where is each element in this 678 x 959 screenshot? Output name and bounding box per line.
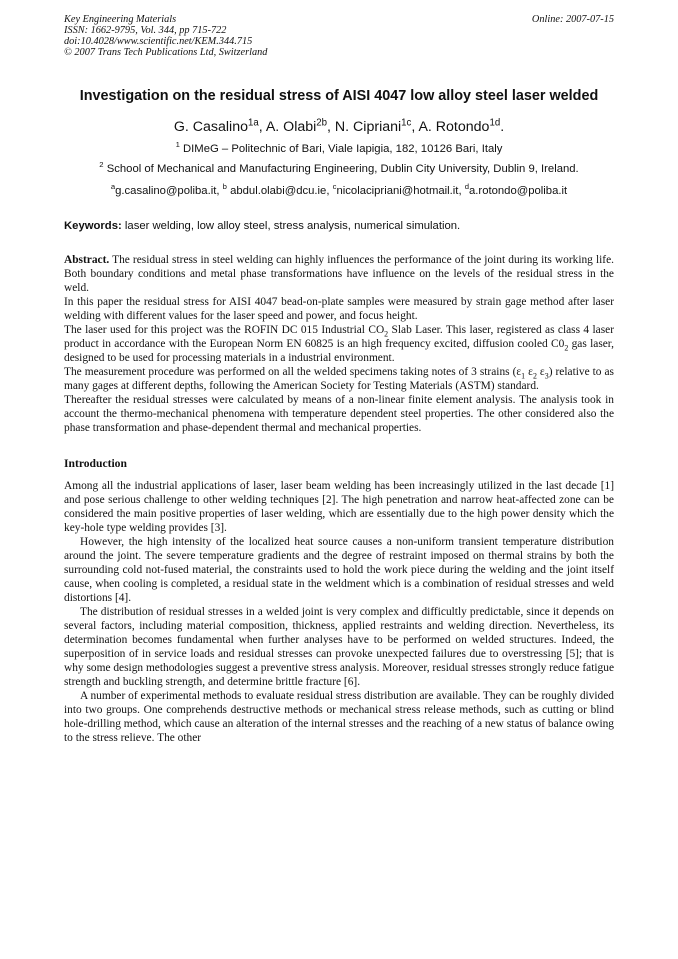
author-sup: 2b <box>316 117 328 129</box>
abstract-paragraph <box>64 365 614 393</box>
aff-text: School of Mechanical and Manufacturing Engineering, Dublin City University, Dublin 9, Ireland. <box>106 163 579 175</box>
strain-symbol: ε <box>516 366 522 378</box>
affiliation-1 <box>64 142 614 156</box>
strain-symbol: ε <box>525 366 533 378</box>
subscript: 2 <box>384 329 389 339</box>
abstract-paragraph: Thereafter the residual stresses were calculated by means of a non-linear finite element analysis. The analysis took in account the thermo-mechanical phenomena with temperature dependent steel properties. The other considered also the phase transformation and phase-dependent thermal and mechanical properties. <box>64 394 614 434</box>
email-sup: c <box>332 182 337 192</box>
abstract-text: The residual stress in steel welding can highly influences the performance of the joint during its working life. Both boundary conditions and metal phase transformations have influence on the levels of the residual stress in the weld. <box>64 254 614 294</box>
journal-header <box>64 14 614 58</box>
author-sup: 1a <box>247 117 259 129</box>
author-name: A. Rotondo <box>418 119 490 135</box>
strain-symbol: ε <box>536 366 545 378</box>
body-paragraph: Among all the industrial applications of laser, laser beam welding has been increasingly utilized in the last decade [1] and pose serious challenge to other welding techniques [2]. The high penetration and narrow heat-affected zone can be considered the main positive properties of laser welding, which are essentially due to the high power density which the key-hole type welding provides [3]. <box>64 480 614 534</box>
copyright-line: © 2007 Trans Tech Publications Ltd, Switzerland <box>64 47 268 58</box>
email-sup: a <box>110 182 116 192</box>
aff-num: 1 <box>175 140 180 150</box>
body-paragraph: The distribution of residual stresses in a welded joint is very complex and difficultly predictable, since it depends on several factors, including material composition, thickness, applied restraints and welding direction. Nevertheless, its determination becomes fundamental when further analyses have to be performed on welded structures. Indeed, the superposition of in service loads and residual stresses can provoke unexpected failures due to overstressing [5]; that is why some design methodologies suggest a preventive stress analysis. Moreover, residual stresses strongly reduce fatigue strength and buckling strength, and determine brittle fracture [6]. <box>64 606 614 688</box>
section-heading-introduction: Introduction <box>64 457 127 470</box>
author-sup: 1c <box>401 117 412 129</box>
abstract-paragraph <box>64 323 614 365</box>
abstract-text: Slab Laser. This laser, registered as class 4 laser product in accordance with the European Norm EN 60825 is an high frequency excited, diffusion cooled C0 <box>64 324 614 350</box>
author-list: G. Casalino$^{1a}$, A. Olabi$^{2b}$, N. Cipriani$^{1c}$, A. Rotondo$^{1d}$. <box>173 117 505 135</box>
paper-title: Investigation on the residual stress of AISI 4047 low alloy steel laser welded <box>79 88 599 104</box>
author-emails <box>64 184 614 198</box>
body-paragraph: A number of experimental methods to evaluate residual stress distribution are available. They can be roughly divided into two groups. One comprehends destructive methods or mechanical stress release methods, such as cutting or blind hole-drilling method, which cause an alteration of the internal stresses and the reaching of a new status of balance owing to the stress relieve. The other <box>64 690 614 744</box>
abstract-text: The measurement procedure was performed on all the welded specimens taking notes of 3 strains ( <box>64 366 517 378</box>
abstract-label: Abstract. <box>64 254 110 266</box>
author-name: G. Casalino <box>173 119 248 135</box>
email-sup: b <box>222 182 227 192</box>
journal-info <box>64 14 267 58</box>
subscript: 2 <box>564 343 569 353</box>
email-link: a.rotondo@poliba.it <box>469 185 568 197</box>
aff-num: 2 <box>99 160 104 170</box>
doi-line: doi:10.4028/www.scientific.net/KEM.344.715 <box>64 36 253 47</box>
issn-line: ISSN: 1662-9795, Vol. 344, pp 715-722 <box>64 25 227 36</box>
affiliation-2 <box>64 162 614 176</box>
author-name: A. Olabi <box>265 119 317 135</box>
abstract-paragraph: In this paper the residual stress for AISI 4047 bead-on-plate samples were measured by strain gage method after laser welding with different values for the laser speed and power, and focus height. <box>64 296 614 322</box>
email-link: abdul.olabi@dcu.ie, <box>230 185 333 197</box>
keywords-label: Keywords: <box>64 220 122 232</box>
subscript: 2 <box>532 371 537 381</box>
abstract-paragraph <box>64 253 614 295</box>
aff-text: DIMeG – Politechnic of Bari, Viale Iapigia, 182, 10126 Bari, Italy <box>183 143 503 155</box>
abstract <box>64 253 614 435</box>
introduction-body <box>64 479 614 745</box>
author-name: N. Cipriani <box>334 119 402 135</box>
subscript: 3 <box>544 371 549 381</box>
abstract-text: gas laser, designed to be used for processing materials in a industrial environment. <box>64 338 614 364</box>
online-date: Online: 2007-07-15 <box>531 14 614 25</box>
abstract-text: ) relative to as many gages at different depths, following the American Society for Testing Materials (ASTM) standard. <box>64 366 614 392</box>
author-sup: 1d <box>489 117 501 129</box>
email-link: g.casalino@poliba.it, <box>115 185 223 197</box>
email-sup: d <box>464 182 470 192</box>
body-paragraph: However, the high intensity of the localized heat source causes a non-uniform transient temperature distribution around the joint. The severe temperature gradients and the degree of restraint imposed on thermal strains by both the surrounding cold not-fused material, the constraints used to hold the work piece during the welding and the joint itself cause, when cooling is completed, a residual state in the weldment which is a combination of residual stresses and weld distortions [4]. <box>64 536 614 604</box>
keywords <box>64 219 614 233</box>
abstract-text: The laser used for this project was the ROFIN DC 015 Industrial CO <box>64 324 385 336</box>
keywords-text: laser welding, low alloy steel, stress analysis, numerical simulation. <box>121 220 461 232</box>
email-link: nicolacipriani@hotmail.it, <box>336 185 465 197</box>
subscript: 1 <box>521 371 526 381</box>
journal-name: Key Engineering Materials <box>64 14 177 25</box>
